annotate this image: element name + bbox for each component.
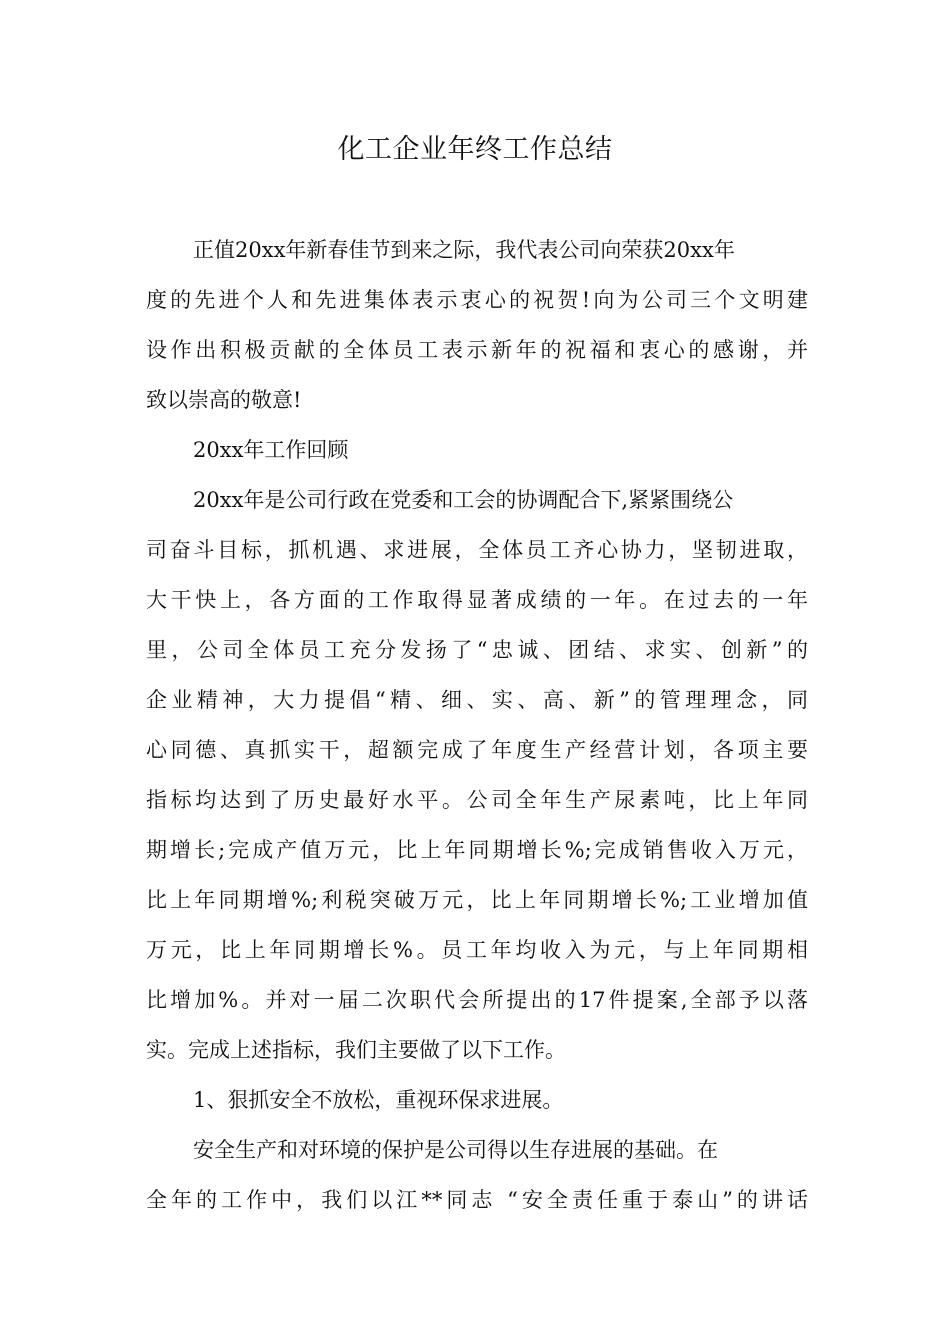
- paragraph-line: 设作出积极贡献的全体员工表示新年的祝福和衷心的感谢，并: [146, 338, 808, 362]
- paragraph-line: 致以崇高的敬意!: [146, 388, 302, 412]
- paragraph-line: 期增长;完成产值万元，比上年同期增长%;完成销售收入万元，: [146, 838, 808, 862]
- paragraph-line: 司奋斗目标，抓机遇、求进展，全体员工齐心协力，坚韧进取，: [146, 538, 808, 562]
- document-title: 化工企业年终工作总结: [337, 134, 613, 165]
- paragraph-line: 实。完成上述指标，我们主要做了以下工作。: [146, 1038, 566, 1062]
- paragraph-line: 安全生产和对环境的保护是公司得以生存进展的基础。在: [193, 1138, 718, 1162]
- paragraph-line: 里，公司全体员工充分发扬了“忠诚、团结、求实、创新”的: [146, 638, 808, 662]
- paragraph-line: 大干快上，各方面的工作取得显著成绩的一年。在过去的一年: [146, 588, 808, 612]
- paragraph-line: 正值20xx年新春佳节到来之际，我代表公司向荣获20xx年: [193, 238, 735, 262]
- paragraph-line: 比增加%。并对一届二次职代会所提出的17件提案,全部予以落: [146, 988, 808, 1012]
- section-heading: 1、狠抓安全不放松，重视环保求进展。: [193, 1088, 564, 1112]
- section-heading: 20xx年工作回顾: [193, 438, 349, 462]
- paragraph-line: 万元，比上年同期增长%。员工年均收入为元，与上年同期相: [146, 938, 808, 962]
- paragraph-line: 度的先进个人和先进集体表示衷心的祝贺!向为公司三个文明建: [146, 288, 808, 312]
- paragraph-line: 20xx年是公司行政在党委和工会的协调配合下,紧紧围绕公: [193, 488, 734, 512]
- paragraph-line: 全年的工作中，我们以江**同志 “安全责任重于泰山”的讲话: [146, 1188, 808, 1212]
- paragraph-line: 比上年同期增%;利税突破万元，比上年同期增长%;工业增加值: [146, 888, 808, 912]
- document-body: [146, 225, 808, 1225]
- paragraph-line: 企业精神，大力提倡“精、细、实、高、新”的管理理念，同: [146, 688, 808, 712]
- paragraph-line: 指标均达到了历史最好水平。公司全年生产尿素吨，比上年同: [146, 788, 808, 812]
- paragraph-line: 心同德、真抓实干，超额完成了年度生产经营计划，各项主要: [146, 738, 808, 762]
